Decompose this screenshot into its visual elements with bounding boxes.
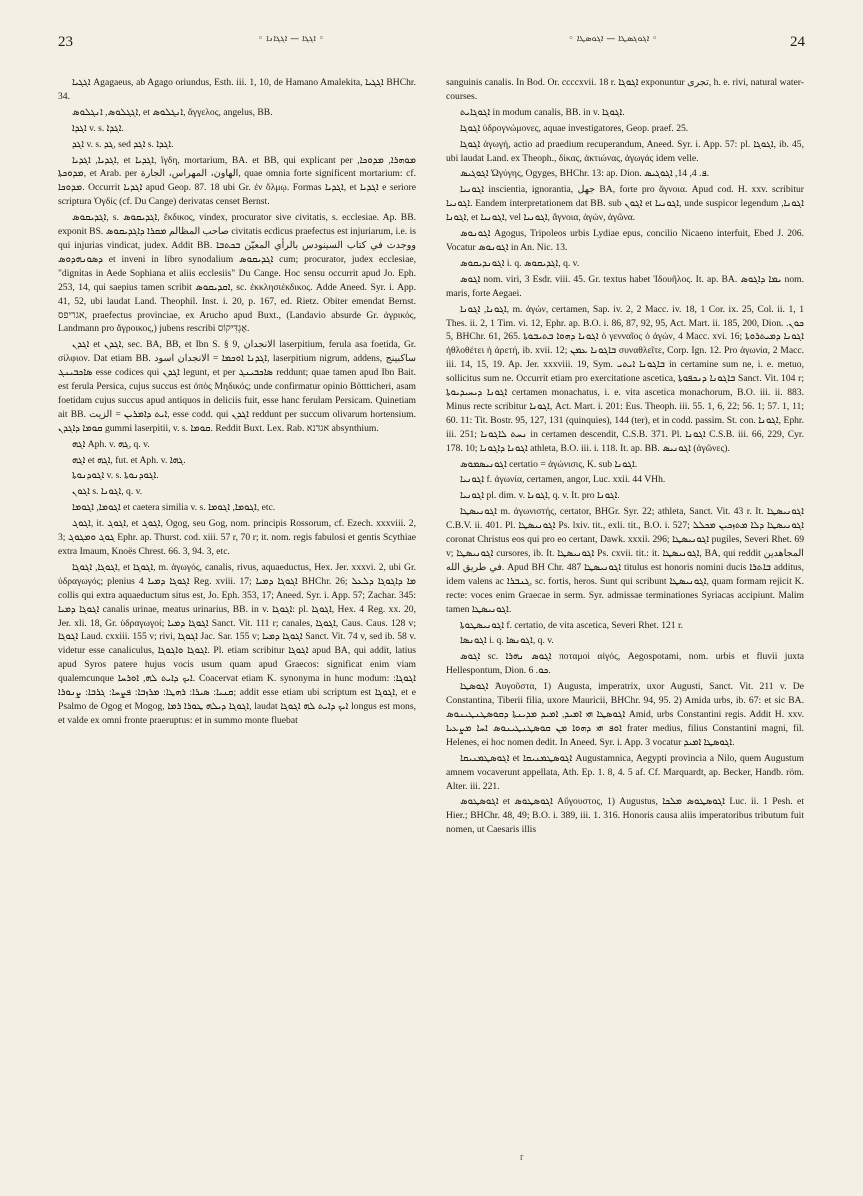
dictionary-entry: ܐܓܘܓܐ, ܐܓܘܓܐ, et ܐܓܘܓܐ, m. ἀγωγός, canalis, rivus, aquaeductus, Hex. Jer. xxxvi. 2, ubi Gr. ὑδραγωγός; plenius ܐܓܘܓܐ ܕܡܝܐ 4 Reg. xviii. 17; ܐܓܘܓܐ ܕܡܝܐ BHChr. 26; ܡܐ ܕܐܓܘܓܐ ܕܠܥܠ collis qui extra aquaeductum situs est, Jo. Eph. 353, 17; Aneed. Syr. i. App. 57; Zachar. 345: ܐܓܘܓܐ ܕܡܝܐ canalis urinae, meatus urinarius, BB. in v. ܐܓܘܓܐ: pl. ܐܓܘܓܐ, Hex. 4 Reg. xx. 20, Jer. xli. 18, Gr. ὑδραγωγοί; ܐܓܘܓܐ ܕܡܝܐ Sanct. Vit. 111 r; canales, ܐܓܘܓܐ, Caus. Caus. 128 v; ܐܓܘܓܐ Laud. cxxiii. 155 v; rivi, ܐܓܘܓܐ Jac. Sar. 155 v; ܐܓܘܓܐ ܕܡܝܐ Sanct. Vit. 74 v, sed ib. 58 v. videtur esse canaliculus, ܐܓܘܓܐ ܘܐܓܘܓܐ. Pl. etiam scribitur ܐܓܘܓܐ apud BA, qui addit, latius apud Syros patere hujus vocis usum quam apud Graecos: significat enim viam qualemcunque ܐܝܟ ܕܐܝܬ ܠܗ, ܐܘܪܚܐ. Coacervat etiam K. synonyma in hunc modum: ܐܓܘܓܐ: ܩܢܝܐ: ܣܝܪܐ: ܪܗܛܐ: ܡܪܙܒܐ: ܦܨܚܐ: ܓܪܒܐ: ܨܢܘܪܐ; addit esse etiam ubi scriptum est ܐܓܘܓܐ, et e Psalmo de Ogog et Mogog, ܐܓܘܓܐ ܕܝܠܗ ܛܘܪܐ ܪܡܐ, laudat ܐܝܟ ܕܐܝܬ ܠܗ ܐܓܘܓܐ longus est mons, et valde ex omni fronte praeruptus: et in summo monte fluebat [58,561,416,726]
page-number-left: 23 [58,34,73,50]
dictionary-entry: ܐܓܘܢܕܝܩܘܣ i. q. ܐܓܕܝܩܘܣ, q. v. [460,257,580,269]
dictionary-entry: ܐܓܘܡܐ, ܐܓܘܡܐ et caetera similia v. s. ܐܓܘܡܐ, ܐܓܘܡܐ, etc. [72,502,276,514]
page-header [58,34,805,56]
page-number-right: 24 [790,34,805,50]
dictionary-entry: sanguinis canalis. In Bod. Or. ccccxvii. 18 r. ܐܓܘܓܐ exponuntur تجرى, h. e. rivi, natural water-courses. [446,77,804,102]
dictionary-entry: ܐܓܘܣܛܐ Ἀυγοῦστα, 1) Augusta, imperatrix, uxor Augusti, Sanct. Vit. 211 v. De Constantina, Tiberii filia, uxore Mauricii, BHChr. 94, 95. 2) Amida urbs, ib. 67: et sic BA. ܐܓܘܣܛܐ ܗܝ ܐܡܝܕ, ܐܡܝܕ ܡܕܝܢܬܐ ܕܩܘܣܛܢܛܝܢܘܣ Amid, urbs Constantini regis. Addit H. xxv. ܐܘܦ ܗܝ ܕܗܘܐ ܡܢ ܩܘܣܛܢܛܝܢܘܣ ܐܚܐ ܡܨܥܝܐ frater medius, filius Constantini magni, fil. Helenes, ei hoc nomen dedit. In Aneed. Syr. i. App. 3 vocatur ܐܓܘܣܛܐ ܐܡܝܕ. [446,681,804,748]
dictionary-entry: ܐܓܓܝܐ Agagaeus, ab Agago oriundus, Esth. iii. 1, 10, de Hamano Amalekita, ܐܓܓܝܐ BHChr. 34. [58,77,416,102]
dictionary-entry: ܐܓܘܓܝܣ Ὠγύγης, Ogyges, BHChr. 13: ap. Dion. ܦ. 4, 14, ܐܓܘܓܝܣ. [460,168,710,180]
dictionary-entry: ܐܓܘܕܢܘܬܐ v. s. ܐܓܘܕܢܘܬܐ. [72,470,159,482]
dictionary-entry: ܐܓܘܢ s. ܐܓܘܢܐ, q. v. [72,486,143,498]
left-column [58,76,416,1156]
dictionary-entry: ܐܓܘܓ, it. ܐܓܘܓ, et ܐܓܘܓ, Ogog, seu Gog, nom. principis Rossorum, cf. Ezech. xxxviii. 2, 3; ܓܘܓ ܘܡܓܘܓ Ephr. ap. Thurst. cod. xiii. 57 r, 70 r; it. nom. regis fabulosi et gentis Scythiae extra Imaum, Knoës Chrest. 66. 3, 94. 3, etc. [58,518,416,557]
dictionary-entry: ܐܓܘܓܐ ὑδρογνώμονες, aquae investigatores, Geop. praef. 25. [460,122,689,134]
dictionary-entry: ܐܓܘܣܛܡܢܝܩܐ et ܐܓܘܣܛܡܢܝܩܐ Augustamnica, Aegypti provincia a Nilo, quem Augustum amnem vocaverunt appellata, Ath. Ep. 1. 8, 4. 5 af. Cf. Marquardt, ap. Becker, Handb. röm. Alter. iii. 221. [446,752,804,792]
dictionary-entry: ܐܓܘܢܝܣܛܐ m. ἀγωνιστής, certator, BHGr. Syr. 22; athleta, Sanct. Vit. 43 r. It. ܐܓܘܢܝܣܛܐ C.B.V. ii. 401. Pl. ܐܓܘܢܝܣܛܐ Ps. lxiv. tit., exli. tit., B.O. i. 527; ܐܓܘܢܝܣܛܐ ܕܠܐ ܡܬܙܟܝܢ ܡܟܠܠ coronat Christus eos qui pro eo certant, Dawk. xxxii. 296; ܐܓܘܢܝܣܛܐ pugiles, Severi Rhet. 69 v; ܐܓܘܢܝܣܛܐ cursores, ib. It. ܐܓܘܢܝܣܛܐ Ps. cxvii. tit.: it. ܐܓܘܢܝܣܛܐ, BA, qui reddit المجاهدين في طريق الله. Apud BH Chr. 487 ܐܓܘܢܝܣܛܐ titulus est honoris nomini ducis ܒܐܬܪܐ additus, idem valens ac ܓܢܒܪܐ, sc. fortis, heros. Sunt qui scribunt ܐܓܘܢܝܣܛܐ, quam formam rejicit K. recte: voces enim Graecae in serm. Syr. admissae terminationes Syriacas accipiunt. Malim tamen ܐܓܘܢܝܣܛܐ. [446,506,804,615]
dictionary-entry: ܐܓܕܐ v. s. ܐܓܕܐ. [72,122,124,134]
dictionary-entry: ܐܓܘܣܛܘܣ et ܐܓܘܣܛܘܣ Αὔγουστος, 1) Augustus, ܐܓܘܣܛܘܣ ܡܠܟܐ Luc. ii. 1 Pesh. et Hier.; BHChr. 48, 49; B.O. i. 389, iii. 1. 316. Honoris causa aliis imperatoribus tributum fuit nomen, ut Caesaris illis [446,796,804,836]
dictionary-entry: ܐܓܗ et ܐܓܗ, fut. et Aph. v. ܓܗܐ. [72,454,186,466]
dictionary-entry: ܐܓܘܢܝܣܛܘܬܐ f. certatio, de vita ascetica, Severi Rhet. 121 r. [460,619,684,631]
dictionary-entry: ܐܓܘܢܝܐ inscientia, ignorantia, جهل BA, forte pro ἄγνοια. Apud cod. H. xxv. scribitur ܐܓܘܢܝܐ. Eandem interpretationem dat BB. sub ܐܓܘܢ et ܐܓܘܢܝܐ, unde suspicor legendum ܐܓܘܢܐ, ܐܓܘܢܐ, et ܐܓܘܢܝܐ, vel ܐܓܘܢܝܐ, ἄγνοια, ἀγών, ἀγῶνα. [446,184,804,224]
running-head-right: ◦ ܐܓܘܓܣܛܐ — ܐܓܘܣܛܐ ◦ [568,34,658,44]
dictionary-entry: ܐܓܘܢܣܐ i. q. ܐܓܘܢܣܐ, q. v. [460,635,554,647]
dictionary-entry: ܐܓܘܢܝܐ pl. dim. v. ܐܓܘܢܐ, q. v. It. pro ܐܓܘܢܐ. [460,490,620,502]
dictionary-entry: ܐܓܕܝܐ, ܐܓܕܝܐ, et ܐܓܕܝܐ, ἴγδη, mortarium, BA. et BB, qui explicant per ܡܘܗܪܐ, ܡܕܘܟܐ, ܡܕܘܟܬܐ, et Arab. per الهاون، المهراس، الجارة, quae omnia forte significent mortarium: cf. ܡܕܘܟܐ. Occurrit ܐܓܕܝܐ apud Geop. 87. 18 ubi Gr. ἐν ὅλμῳ. Formas ܐܓܕܝܐ, et ܐܓܕܝܐ e seriore scriptura Ὀγδίς (cf. Du Cange) derivatas censet Bernst. [58,154,416,208]
dictionary-entry: ܐܓܘܣ nom. viri, 3 Esdr. viii. 45. Gr. textus habet Ἰδουῆλος. It. ap. BA. ܝܡܐ ܕܐܓܘܣ nom. maris, forte Aegaei. [446,273,804,299]
dictionary-entry: ܐܓܘܢܝܐ f. ἀγωνία, certamen, angor, Luc. xxii. 44 VHh. [460,474,666,486]
dictionary-entry: ܐܓܘܢܝܣܡܘܣ certatio = ἀγώνισις, K. sub ܐܓܘܢܐ. [460,458,638,470]
dictionary-entry: ܐܓܘܢܘܣ Agogus, Tripoleos urbis Lydiae epus, concilio Nicaeno interfuit, Ebed J. 206. Vocatur ܐܓܘܢܘܣ in An. Nic. 13. [446,228,804,253]
running-head-left: ◦ ܐܓܓܐ — ܐܓܓܐܢܐ ◦ [257,34,325,44]
dictionary-entry: ܐܓܘܣ sc. ܐܓܘܣ ܢܗܪܐ ποταμοὶ αἰγός, Aegospotami, nom. urbis et fluvii juxta Hellespontum, Dion. ܟܘ. 6. [446,651,804,677]
dictionary-entry: ܐܓܗ Aph. v. ܓܗ, q. v. [72,438,150,450]
dictionary-entry: ܐܓܕ v. s. ܓܕ, sed ܐܓܕ s. ܐܓܕܐ. [72,138,174,150]
dictionary-entry: ܐܓܘܢܐ, ܐܓܘܢܐ, m. ἀγών, certamen, Sap. iv. 2, 2 Macc. iv. 18, 1 Cor. ix. 25, Col. ii. 1, 1 Thes. ii. 2, 1 Tim. vi. 12, Ephr. ap. B.O. i. 86, 87, 92, 95, Act. Mart. ii. 185, 200, Dion. ܟܘܢ. 5, BHChr. 61, 265. ܐܓܘܢܐ ܕܗܘܐ ܒܬܝܒܘܬܐ ὁ γενναῖος ὁ ἀγών, 4 Macc. xvi. 16; ܐܓܘܢܐ ܕܡܝܬܪܘܬܐ ἠθλοθέτει ἡ ἀρετή, ib. xvii. 12; ܒܐܓܘܢܐ ܥܡܢ συναθλεῖτε, Corp. Ign. 12. Pro ἀγωνία, 2 Macc. iii. 14, 15, 19. Ap. Jer. xxxviii. 19, Sym. ܒܐܓܘܢܐ ܐܝܬܝ in certamine sum ne, i. e. metuo, sollicitus sum ne. Occurrit etiam pro exercitatione ascetica, ܒܐܓܘܢܐ ܕܢܟܦܘܬܐ Sanct. Vit. 104 r; ܐܓܘܢܐ ܕܝܚܝܕܝܘܬܐ certamen monachatus, i. e. vita ascetica monachorum, B.O. iii. ii. 883. Minus recte scribitur ܐܓܘܢܐ, Act. Mart. i. 201: Eus. Theoph. iii. 55. 1, 6, 22; 56. 1; 57. 1, 11; 60. 11: Tit. Bostr. 95, 127, 131 (quinquies), 144 (ter), et in codd. passim. St. con. ܐܓܘܢܐ, Ephr. iii. 251; ܢܚܬ ܠܐܓܘܢܐ in certamen descendit, C.S.B. 371. Pl. ܐܓܘܢܐ C.S.B. iii. 66, 229, Cyr. 178. 10; ܐܓܘܢܐ ܕܐܓܘܢܐ athleta, B.O. iii. i. 118. It. ap. BB. ܐܓܘܢܝܣ (ἀγῶνες). [446,303,804,454]
dictionary-entry: ܐܓܘܓܐ ἀγωγή, actio ad praedium recuperandum, Aneed. Syr. i. App. 57: pl. ܐܓܘܓܐ, ib. 45, ubi laudat Land. ex Theoph., δίκας, ἀκτιώνας, ἀγωγάς idem velle. [446,138,804,164]
dictionary-entry: ܐܓܓܠܘܣ, ܐܢܓܠܘܣ, et ܐܢܓܠܘܣ, ἄγγελος, angelus, BB. [72,106,273,118]
dictionary-entry: ܐܓܕܝܩܘܣ, s. ܐܓܕܝܩܘܣ, ἔκδικος, vindex, procurator sive civitatis, s. ecclesiae. Ap. BB. exponit BS. صاحب المظالم ܡܩܪܐ ܕܐܓܕܝܩܘܣ civitatis ecdicus praefectus est injuriarum, i.e. is qui injurias vindicat, judex. Addit BB. ووجدت في كتاب السينودس بالرأي المعيّن ܒܟܬܒܐ ܕܣܘܢܗܕܘܣ et inveni in libro synodalium ܐܓܕܝܩܘܣ cum; procurator, judex ecclesiae, "dignitas in Aede Sophiana et aliis ecclesiis" Du Cange. Hoc sensu occurrit apud Jo. Eph. 253, 14, qui saepius tamen scribit ܐܩܕܝܩܘܣ, sc. ἐκκλησιέκδικος. Adde Aneed. Syr. i. App. 41, 52, ubi laudat Land. Theophil. Inst. i. 20, p. 167, ed. Rietz. Obiter emendat Bernst. אגריפס, praefectus provinciae, ex Arucho apud Buxt., (Landavio absurde Gr. ἀγρικός, Landmann pro ἄγροικος,) jubens rescribi אֶגְדִּיקוֹס. [58,212,416,335]
right-column [446,76,804,1156]
dictionary-entry: ܐܓܘܓܐܝܬ in modum canalis, BB. in v. ܐܓܘܓܐ. [460,106,625,118]
footer-mark: r [520,1152,524,1163]
dictionary-entry: ܐܓܕܢ et ܐܓܕܢ, sec. BA, BB, et Ibn S. § 9, الانجدان laserpitium, ferula asa foetida, Gr. σίλφιον. Dat etiam BB. ܐܓܕܢܐ ܐܘܟܡܐ = الانجدان اسود, laserpitium nigrum, addens, ساكبينج ܣܐܟܒܝܢܓ esse codices qui ܐܓܕܢ legunt, et per ܣܐܟܒܝܢܓ reddunt; quae tamen apud Ibn Bait. est ferula Persica, cujus succus est ὀπὸς Μηδικός; unde confirmatur opinio Böttticheri, asam foetidam cujus succus apud antiquos in deliciis fuit, esse hanc ferulam Persicam. Quinetiam ait BB. ܐܝܬ ܕܐܡܪܝܢ = الزيت, esse codd. qui ܐܓܕܢ reddunt per succum olivarum hortensium. ܩܘܡܐ ܕܐܓܕܢ gummi laserpitii, v. s. ܩܘܡܐ. Reddit Buxt. Lex. Rab. אגדנא absynthium. [58,339,416,434]
